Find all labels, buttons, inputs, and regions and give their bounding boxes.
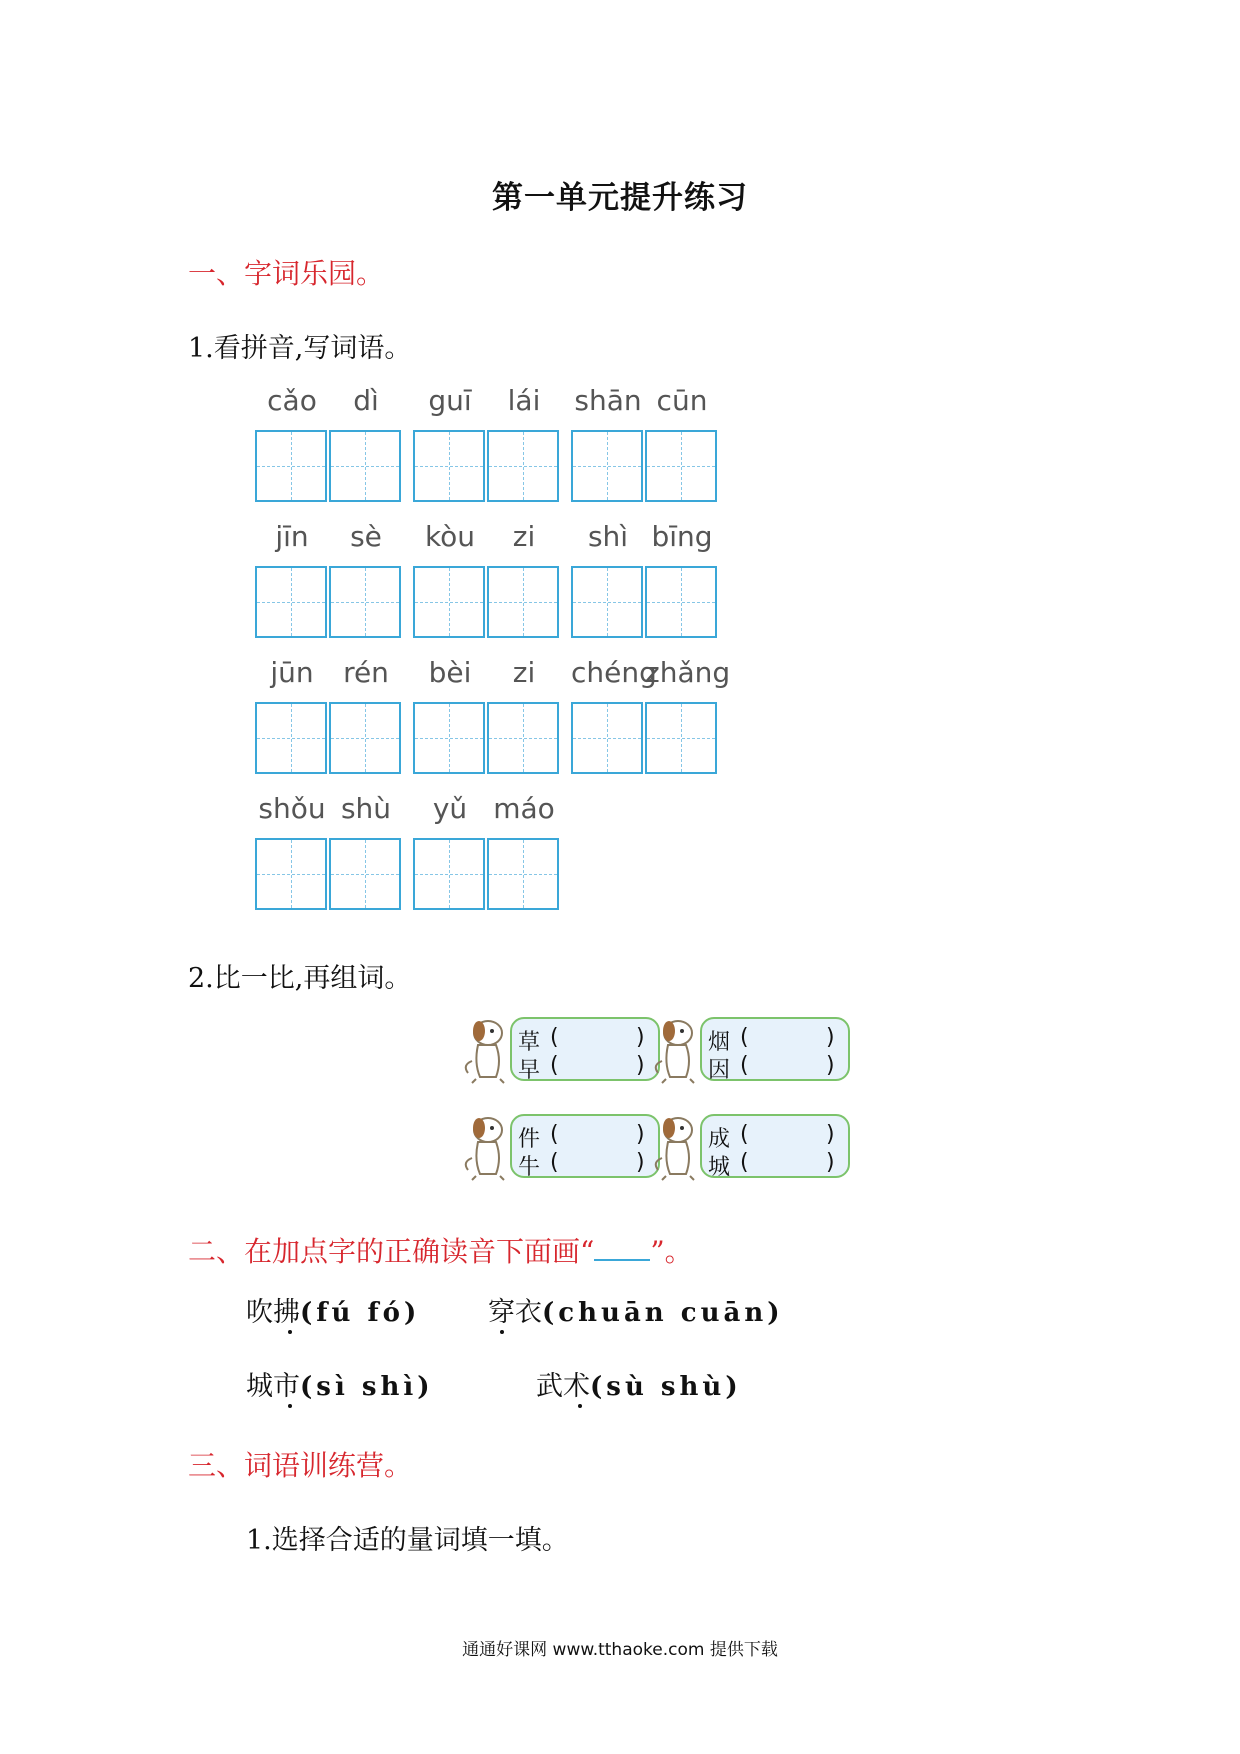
pinyin-label: shǒu xyxy=(258,792,326,825)
emphasis-dot xyxy=(500,1330,504,1334)
compare-char: 早 xyxy=(518,1058,541,1083)
writing-box[interactable] xyxy=(487,702,559,774)
pinyin-label: kòu xyxy=(424,520,476,553)
writing-box[interactable] xyxy=(329,430,401,502)
paren-close: ) xyxy=(636,1150,645,1175)
pinyin-label: sè xyxy=(350,520,382,553)
compare-char: 成 xyxy=(708,1127,731,1152)
section-2-heading xyxy=(188,1230,693,1270)
pinyin-label: guī xyxy=(428,384,472,417)
compare-char: 牛 xyxy=(518,1155,541,1180)
writing-box[interactable] xyxy=(413,566,485,638)
pinyin-label: rén xyxy=(343,656,389,689)
section-1-heading: 一、字词乐园。 xyxy=(188,257,385,290)
pinyin-label: cǎo xyxy=(267,384,317,417)
pinyin-label: bèi xyxy=(428,656,472,689)
pinyin-label: shù xyxy=(340,792,392,825)
pinyin-label: zi xyxy=(512,656,536,689)
reading-options: (sì shì) xyxy=(300,1372,434,1402)
writing-box[interactable] xyxy=(413,430,485,502)
writing-box[interactable] xyxy=(329,838,401,910)
writing-box[interactable] xyxy=(645,702,717,774)
writing-box[interactable] xyxy=(487,566,559,638)
pinyin-label: jīn xyxy=(275,520,309,553)
paren-open: ( xyxy=(550,1122,559,1147)
emphasis-dot xyxy=(288,1404,292,1408)
underline-sample xyxy=(594,1239,650,1261)
pinyin-label: chéng xyxy=(571,656,657,689)
reading-options: (chuān cuān) xyxy=(542,1298,784,1328)
compare-char: 草 xyxy=(518,1030,541,1055)
compare-char: 城 xyxy=(708,1155,731,1180)
pinyin-label: zi xyxy=(512,520,536,553)
writing-box[interactable] xyxy=(255,430,327,502)
writing-box[interactable] xyxy=(329,702,401,774)
compare-char: 烟 xyxy=(708,1030,731,1055)
puppy-icon xyxy=(458,1013,514,1085)
writing-box[interactable] xyxy=(571,566,643,638)
pinyin-label: zhǎng xyxy=(645,656,731,689)
answer-blank[interactable] xyxy=(754,1152,822,1174)
writing-box[interactable] xyxy=(487,430,559,502)
answer-blank[interactable] xyxy=(564,1055,632,1077)
footer-text: 通通好课网 www.tthaoke.com 提供下载 xyxy=(462,1640,778,1660)
reading-word: 城市 xyxy=(246,1371,300,1402)
compare-pill xyxy=(700,1114,850,1178)
reading-word: 吹拂 xyxy=(246,1297,300,1328)
reading-options: (fú fó) xyxy=(300,1298,421,1328)
pinyin-label: dì xyxy=(353,384,379,417)
paren-open: ( xyxy=(740,1025,749,1050)
question-3-1: 1.选择合适的量词填一填。 xyxy=(246,1525,569,1556)
paren-close: ) xyxy=(826,1122,835,1147)
answer-blank[interactable] xyxy=(754,1055,822,1077)
paren-open: ( xyxy=(740,1053,749,1078)
pinyin-label: shān xyxy=(574,384,642,417)
writing-box[interactable] xyxy=(645,430,717,502)
answer-blank[interactable] xyxy=(754,1027,822,1049)
section-3-heading: 三、词语训练营。 xyxy=(188,1449,413,1482)
section-2-text: 二、在加点字的正确读音下面画 xyxy=(188,1235,581,1268)
writing-box[interactable] xyxy=(329,566,401,638)
question-1-1: 1.看拼音,写词语。 xyxy=(188,333,412,364)
writing-box[interactable] xyxy=(645,566,717,638)
compare-char: 件 xyxy=(518,1127,541,1152)
writing-box[interactable] xyxy=(571,702,643,774)
paren-close: ) xyxy=(826,1025,835,1050)
puppy-icon xyxy=(458,1110,514,1182)
puppy-icon xyxy=(648,1110,704,1182)
paren-open: ( xyxy=(550,1053,559,1078)
writing-box[interactable] xyxy=(571,430,643,502)
answer-blank[interactable] xyxy=(564,1152,632,1174)
page-title: 第一单元提升练习 xyxy=(492,180,748,216)
compare-pill xyxy=(700,1017,850,1081)
pinyin-label: lái xyxy=(507,384,541,417)
compare-pill xyxy=(510,1114,660,1178)
paren-close: ) xyxy=(636,1122,645,1147)
writing-box[interactable] xyxy=(255,702,327,774)
emphasis-dot xyxy=(578,1404,582,1408)
paren-close: ) xyxy=(636,1025,645,1050)
answer-blank[interactable] xyxy=(754,1124,822,1146)
paren-open: ( xyxy=(740,1122,749,1147)
reading-word: 武术 xyxy=(536,1371,590,1402)
paren-open: ( xyxy=(550,1025,559,1050)
quote-open: “ xyxy=(580,1235,595,1268)
pinyin-label: cūn xyxy=(656,384,708,417)
writing-box[interactable] xyxy=(413,702,485,774)
pinyin-label: bīng xyxy=(651,520,713,553)
answer-blank[interactable] xyxy=(564,1124,632,1146)
paren-open: ( xyxy=(740,1150,749,1175)
puppy-icon xyxy=(648,1013,704,1085)
reading-item-4 xyxy=(536,1364,742,1403)
writing-box[interactable] xyxy=(413,838,485,910)
writing-box[interactable] xyxy=(487,838,559,910)
compare-char: 因 xyxy=(708,1058,731,1083)
question-1-2: 2.比一比,再组词。 xyxy=(188,963,412,994)
writing-box[interactable] xyxy=(255,566,327,638)
reading-item-1 xyxy=(246,1290,420,1329)
paren-close: ) xyxy=(826,1150,835,1175)
pinyin-label: máo xyxy=(493,792,555,825)
reading-options: (sù shù) xyxy=(590,1372,742,1402)
quote-close: ”。 xyxy=(650,1235,693,1268)
answer-blank[interactable] xyxy=(564,1027,632,1049)
pinyin-label: shì xyxy=(587,520,629,553)
writing-box[interactable] xyxy=(255,838,327,910)
pinyin-label: jūn xyxy=(270,656,314,689)
compare-pill xyxy=(510,1017,660,1081)
paren-open: ( xyxy=(550,1150,559,1175)
pinyin-label: yǔ xyxy=(432,792,468,825)
reading-item-3 xyxy=(246,1364,434,1403)
paren-close: ) xyxy=(636,1053,645,1078)
paren-close: ) xyxy=(826,1053,835,1078)
emphasis-dot xyxy=(288,1330,292,1334)
reading-word: 穿衣 xyxy=(488,1297,542,1328)
reading-item-2 xyxy=(488,1290,784,1329)
